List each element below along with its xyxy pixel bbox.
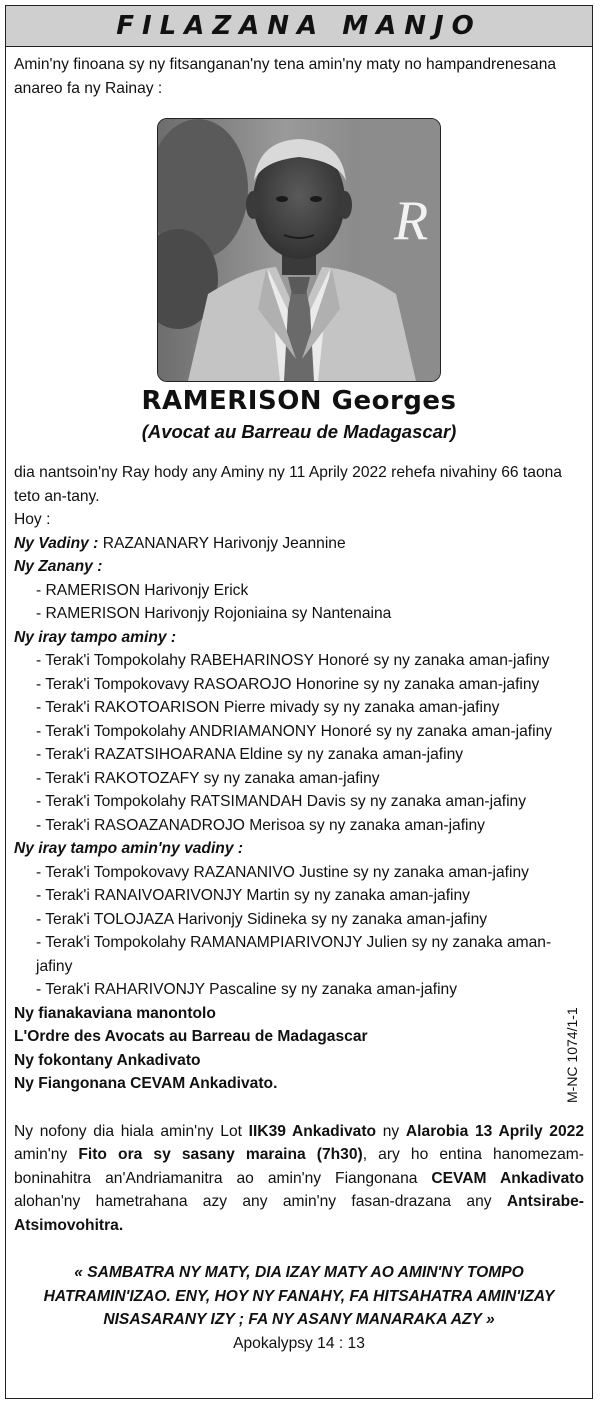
portrait-image [158,119,440,381]
portrait-photo [157,118,441,382]
others-line: L'Ordre des Avocats au Barreau de Madagascar [14,1028,368,1045]
spouse-siblings-list [14,861,584,1002]
list-item: - Terak'i Tompokolahy RABEHARINOSY Honoré sy ny zanaka aman-jafiny [36,652,550,669]
hoy-label: Hoy : [14,511,51,528]
reference-code: M-NC 1074/1-1 [564,1007,580,1103]
death-notice: dia nantsoin'ny Ray hody any Aminy ny 11 Aprily 2022 rehefa nivahiny 66 taona teto an-tany. [14,464,562,505]
list-item: - Terak'i RAKOTOZAFY sy ny zanaka aman-jafiny [36,769,380,787]
funeral-church: CEVAM Ankadivato [431,1169,584,1187]
list-item: - Terak'i RANAIVOARIVONJY Martin sy ny zanaka aman-jafiny [36,887,470,904]
children-list [14,579,584,626]
funeral-text: alohan'ny hametrahana azy any amin'ny fasan-drazana any [14,1193,507,1210]
list-item: - Terak'i Tompokolahy ANDRIAMANONY Honoré sy ny zanaka aman-jafiny [36,722,553,740]
others-line: Ny fianakaviana manontolo [14,1004,216,1022]
funeral-time: Fito ora sy sasany maraina (7h30) [78,1146,363,1163]
funeral-text: Ny nofony dia hiala amin'ny Lot [14,1122,249,1140]
spouse-name: RAZANANARY Harivonjy Jeannine [102,534,346,552]
funeral-text: amin'ny [14,1146,79,1163]
list-item: - RAMERISON Harivonjy Rojoniaina sy Nantenaina [36,605,392,622]
others-line: Ny fokontany Ankadivato [14,1051,201,1069]
list-item: - Terak'i Tompokovavy RASOAROJO Honorine sy ny zanaka aman-jafiny [36,675,540,693]
banner-title: FILAZANA MANJO [116,11,482,41]
funeral-location: IIK39 Ankadivato [248,1122,377,1140]
others-line: Ny Fiangonana CEVAM Ankadivato. [14,1075,278,1092]
children-label: Ny Zanany : [14,558,103,575]
deceased-name: RAMERISON Georges [141,386,457,416]
intro-text: Amin'ny finoana sy ny fitsanganan'ny tena amin'ny maty no hampandrenesana anareo fa ny Rainay : [14,56,557,97]
list-item: - Terak'i RASOAZANADROJO Merisoa sy ny zanaka aman-jafiny [36,816,485,834]
funeral-text: ny [376,1122,406,1140]
header-banner [6,6,592,47]
list-item: - Terak'i RAHARIVONJY Pascaline sy ny zanaka aman-jafiny [36,981,457,998]
wall-sign-letter: R [394,190,429,252]
deceased-title: (Avocat au Barreau de Madagascar) [141,420,457,442]
notice-frame [5,5,593,1399]
list-item: - Terak'i Tompokolahy RATSIMANDAH Davis sy ny zanaka aman-jafiny [36,793,527,810]
spouse-line [14,532,584,556]
list-item: - Terak'i TOLOJAZA Harivonjy Sidineka sy ny zanaka aman-jafiny [36,910,488,928]
notice-body [6,53,592,1355]
spouse-label: Ny Vadiny : [14,534,99,552]
funeral-text: , ary ho entina hanomezam-boninahitra an'Andriamanitra ao amin'ny Fiangonana [14,1146,584,1187]
list-item: - RAMERISON Harivonjy Erick [36,581,249,599]
list-item: - Terak'i RAZATSIHOARANA Eldine sy ny zanaka aman-jafiny [36,746,464,763]
bible-quote: « SAMBATRA NY MATY, DIA IZAY MATY AO AMIN'NY TOMPO HATRAMIN'IZAO. ENY, HOY NY FANAHY, FA HITSAHATRA AMIN'IZAY NISASARANY IZY ; FA NY ASANY MANARAKA AZY » [43,1264,555,1328]
list-item: - Terak'i RAKOTOARISON Pierre mivady sy ny zanaka aman-jafiny [36,699,500,716]
list-item: - Terak'i Tompokolahy RAMANAMPIARIVONJY Julien sy ny zanaka aman-jafiny [36,934,552,975]
bible-verse: Apokalypsy 14 : 13 [233,1334,365,1352]
siblings-label: Ny iray tampo aminy : [14,628,177,646]
spouse-siblings-label: Ny iray tampo amin'ny vadiny : [14,840,244,857]
funeral-burial-place: Antsirabe-Atsimovohitra. [14,1193,584,1234]
siblings-list [14,649,584,837]
list-item: - Terak'i Tompokovavy RAZANANIVO Justine sy ny zanaka aman-jafiny [36,863,529,881]
funeral-date: Alarobia 13 Aprily 2022 [405,1122,585,1140]
funeral-details [14,1120,584,1238]
